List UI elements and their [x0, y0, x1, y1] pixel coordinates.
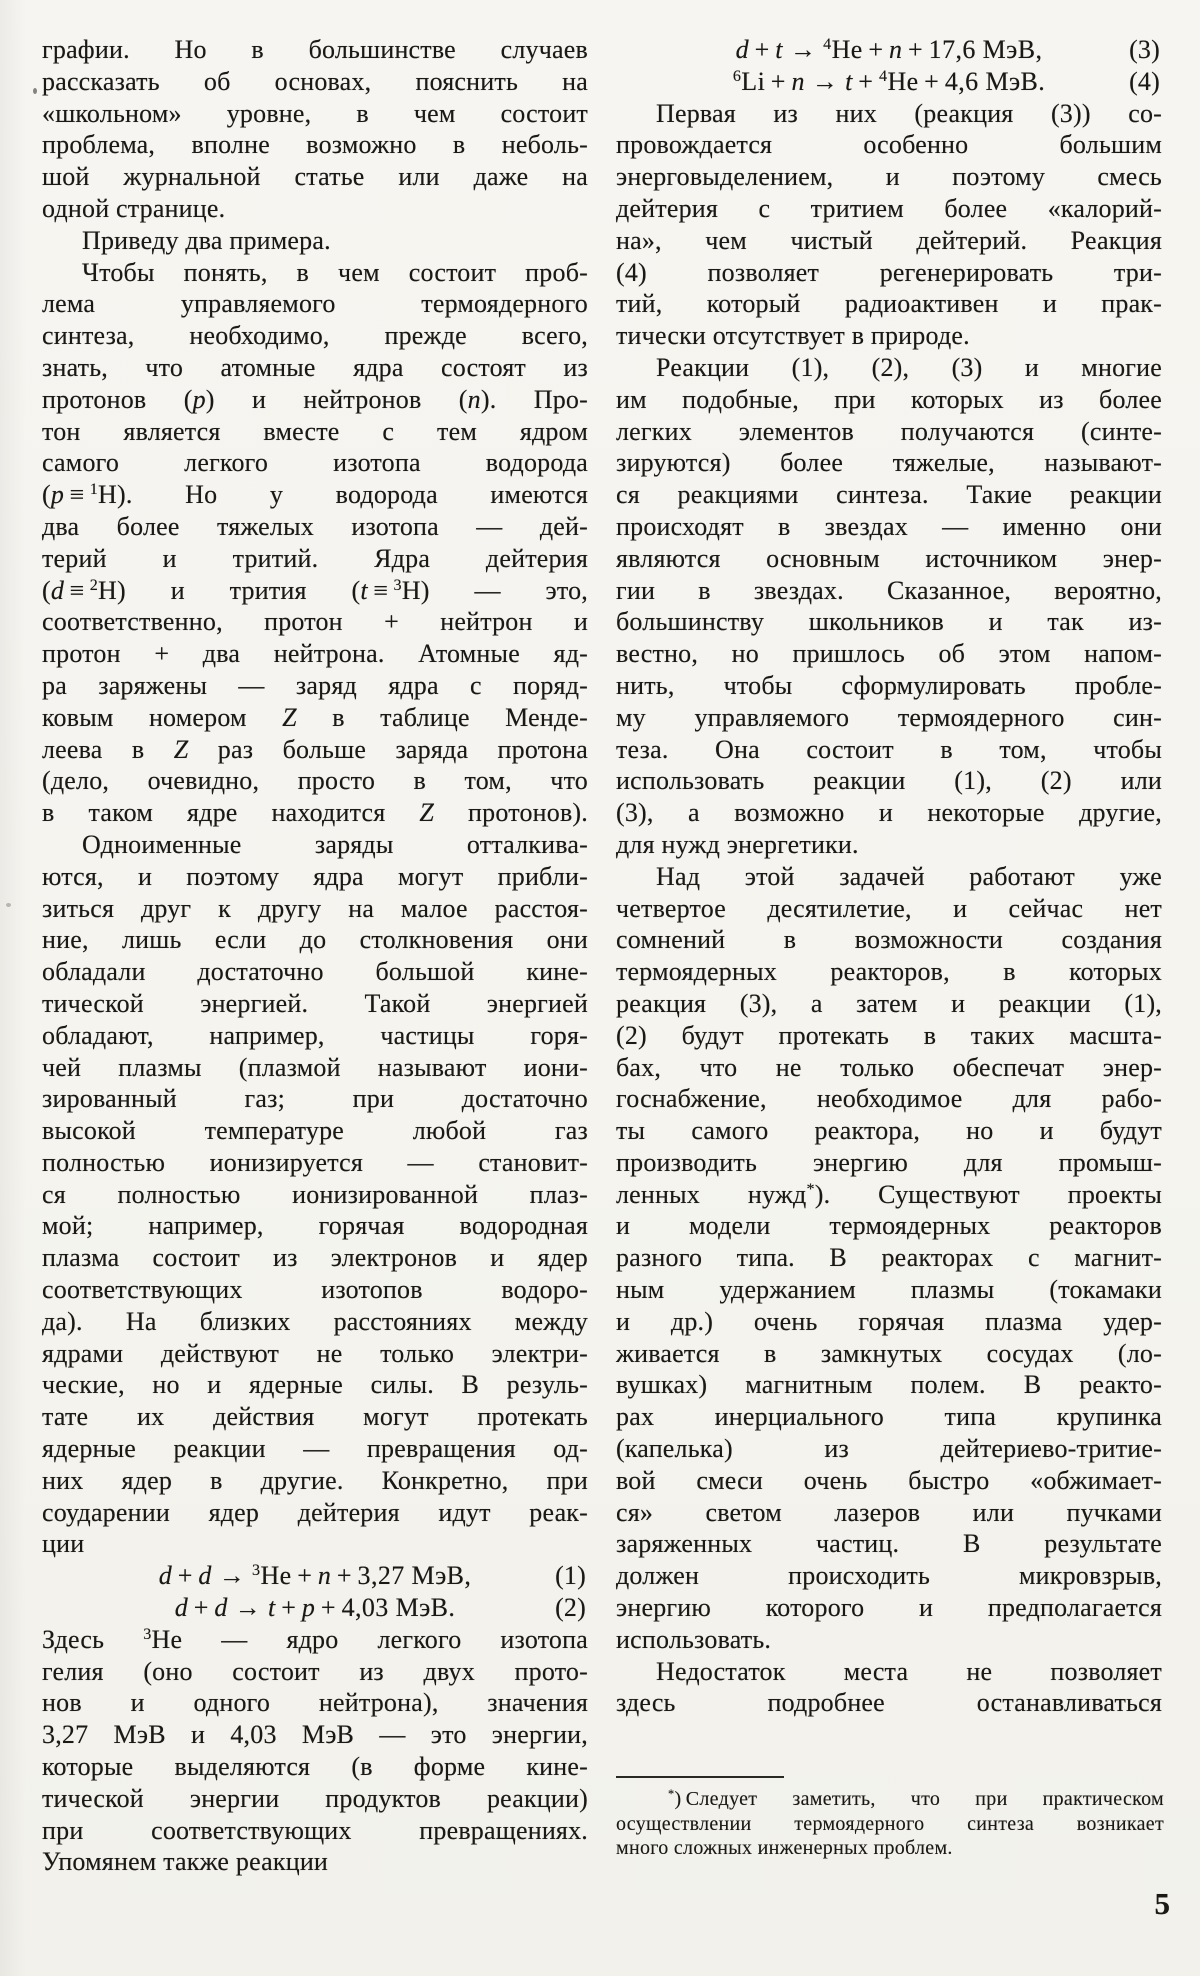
text-line: здесь подробнее останавливаться [616, 1688, 1162, 1718]
text-line: в таком ядре находится Z протонов). [42, 798, 588, 828]
formula-line [616, 66, 1162, 98]
text-line: Приведу два примера. [82, 225, 331, 255]
text-line: ются, и поэтому ядра могут прибли- [42, 861, 588, 891]
text-line: ядерные реакции — превращения од- [42, 1434, 588, 1464]
text-line: плазма состоит из электронов и ядер [42, 1243, 588, 1273]
text-line: вестно, но пришлось об этом напом- [616, 639, 1162, 669]
equation-number: (2) [555, 1593, 586, 1623]
text-line: ние, лишь если до столкновения они [42, 925, 588, 955]
text-line: ядрами действуют не только электри- [42, 1338, 588, 1368]
text-line: зиться друг к другу на малое расстоя- [42, 893, 588, 923]
text-line: (3), а возможно и некоторые другие, [616, 798, 1162, 828]
text-line: них ядер в другие. Конкретно, при [42, 1465, 588, 1495]
text-line: энергию которого и предполагается [616, 1593, 1162, 1623]
text-line: которые выделяются (в форме кине- [42, 1752, 588, 1782]
right-column [616, 34, 1162, 1719]
text-line: Первая из них (реакция (3)) со- [656, 98, 1162, 128]
text-line: заряженных частиц. В результате [616, 1529, 1162, 1559]
text-line: самого легкого изотопа водорода [42, 448, 588, 478]
text-line: нов и одного нейтрона), значения [42, 1688, 588, 1718]
text-line: тон является вместе с тем ядром [42, 416, 588, 446]
text-line: им подобные, при которых из более [616, 384, 1162, 414]
text-line: Одноименные заряды отталкива- [82, 829, 588, 859]
equation: d + t → $^4$He + n + 17,6 МэВ, [735, 35, 1043, 64]
text-line: ся реакциями синтеза. Такие реакции [616, 480, 1162, 510]
text-line: для нужд энергетики. [616, 829, 859, 859]
text-line: реакция (3), а затем и реакции (1), [616, 988, 1162, 1018]
text-line: Чтобы понять, в чем состоит проб- [82, 257, 588, 287]
left-column [42, 34, 588, 1878]
equation-number: (1) [555, 1561, 586, 1591]
text-line: дейтерия с тритием более «калорий- [616, 193, 1162, 223]
text-line: бах, что не только обеспечат энер- [616, 1052, 1162, 1082]
text-line: должен происходить микровзрыв, [616, 1561, 1162, 1591]
text-line: рах инерциального типа крупинка [616, 1402, 1162, 1432]
text-line: тической энергии продуктов реакции) [42, 1783, 588, 1813]
text-line: при соответствующих превращениях. [42, 1815, 588, 1845]
text-line: му управляемого термоядерного син- [616, 702, 1162, 732]
text-line: 3,27 МэВ и 4,03 МэВ — это энергии, [42, 1720, 588, 1750]
text-line: термоядерных реакторов, в которых [616, 957, 1162, 987]
page-number: 5 [1154, 1886, 1170, 1921]
text-line: гелия (оно состоит из двух прото- [42, 1656, 588, 1686]
text-line: *) Следует заметить, что при практическом [668, 1787, 1164, 1810]
text-line: ленных нужд*). Существуют проекты [616, 1179, 1162, 1209]
text-line: графии. Но в большинстве случаев [42, 35, 588, 64]
equation-number: (4) [1129, 66, 1160, 96]
text-line: ковым номером Z в таблице Менде- [42, 702, 588, 732]
text-line: ты самого реактора, но и будут [616, 1116, 1162, 1146]
formula-line [616, 34, 1162, 66]
text-line: гии в звездах. Сказанное, вероятно, [616, 575, 1162, 605]
equation: d + d → $^3$He + n + 3,27 МэВ, [158, 1561, 472, 1591]
formula-line [42, 1560, 588, 1592]
footnote-text [616, 1787, 1164, 1861]
text-line: ся» светом лазеров или пучками [616, 1497, 1162, 1527]
text-line: сомнений в возможности создания [616, 925, 1162, 955]
text-line: Недостаток места не позволяет [656, 1656, 1162, 1686]
text-line: разного типа. В реакторах с магнит- [616, 1243, 1162, 1273]
text-line: ческие, но и ядерные силы. В резуль- [42, 1370, 588, 1400]
text-line: леева в Z раз больше заряда протона [42, 734, 589, 764]
text-line: одной странице. [42, 193, 226, 223]
text-line: (d ≡ $^2$H) и трития (t ≡ $^3$H) — это, [42, 575, 589, 605]
footnote [616, 1776, 1164, 1861]
text-line: (p ≡ $^1$H). Но у водорода имеются [42, 480, 588, 510]
text-line: зированный газ; при достаточно [42, 1084, 588, 1114]
text-line: вой смеси очень быстро «обжимает- [616, 1465, 1162, 1495]
text-line: обладают, например, частицы горя- [42, 1020, 588, 1050]
text-line: Реакции (1), (2), (3) и многие [656, 352, 1162, 382]
text-line: использовать реакции (1), (2) или [616, 766, 1162, 796]
text-line: «школьном» уровне, в чем состоит [42, 98, 588, 128]
equation: $^6$Li + n → t + $^4$He + 4,6 МэВ. [732, 66, 1046, 96]
text-line: терий и тритий. Ядра дейтерия [42, 543, 588, 573]
text-line: (4) позволяет регенерировать три- [616, 257, 1162, 287]
text-line: шой журнальной статье или даже на [42, 162, 588, 192]
equation-number: (3) [1129, 35, 1160, 64]
footnote-rule [616, 1776, 784, 1778]
text-line: осуществлении термоядерного синтеза возникает [616, 1812, 1164, 1835]
text-line: протон + два нейтрона. Атомные яд- [42, 639, 588, 669]
text-line: вушках) магнитным полем. В реакто- [616, 1370, 1162, 1400]
text-line: госнабжение, необходимое для рабо- [616, 1084, 1162, 1114]
equation: d + d → t + p + 4,03 МэВ. [174, 1593, 456, 1623]
text-line: происходят в звездах — именно они [616, 511, 1162, 541]
text-line: соответствующих изотопов водоро- [42, 1275, 588, 1305]
text-line: использовать. [616, 1624, 772, 1654]
text-line: ра заряжены — заряд ядра с поряд- [42, 670, 588, 700]
text-line: ным удержанием плазмы (токамаки [616, 1275, 1162, 1305]
text-line: протонов (p) и нейтронов (n). Про- [42, 384, 588, 414]
text-line: тической энергией. Такой энергией [42, 988, 588, 1018]
text-line: тически отсутствует в природе. [616, 321, 970, 351]
text-line: два более тяжелых изотопа — дей- [42, 511, 588, 541]
text-line: производить энергию для промыш- [616, 1147, 1162, 1177]
text-line: Над этой задачей работают уже [656, 861, 1162, 891]
text-line: (дело, очевидно, просто в том, что [42, 766, 588, 796]
text-line: (капелька) из дейтериево-тритие- [616, 1434, 1162, 1464]
text-line: лема управляемого термоядерного [42, 289, 588, 319]
text-line: соответственно, протон + нейтрон и [42, 607, 588, 637]
text-line: соударении ядер дейтерия идут реак- [42, 1497, 588, 1527]
text-line: Здесь $^3$He — ядро легкого изотопа [42, 1624, 588, 1654]
text-line: провождается особенно большим [616, 130, 1162, 160]
text-line: и модели термоядерных реакторов [616, 1211, 1162, 1241]
text-line: теза. Она состоит в том, чтобы [616, 734, 1162, 764]
text-line: зируются) более тяжелые, называют- [616, 448, 1162, 478]
text-line: высокой температуре любой газ [42, 1116, 588, 1146]
text-line: (2) будут протекать в таких масшта- [616, 1020, 1162, 1050]
text-line: много сложных инженерных проблем. [616, 1837, 953, 1860]
text-line: рассказать об основах, пояснить на [42, 66, 588, 96]
formula-line [42, 1592, 588, 1624]
text-line: проблема, вполне возможно в неболь- [42, 130, 588, 160]
text-line: четвертое десятилетие, и сейчас нет [616, 893, 1162, 923]
text-line: мой; например, горячая водородная [42, 1211, 588, 1241]
text-line: тий, который радиоактивен и прак- [616, 289, 1162, 319]
scan-speck [33, 88, 37, 94]
text-line: нить, чтобы сформулировать пробле- [616, 670, 1162, 700]
text-line: синтеза, необходимо, прежде всего, [42, 321, 588, 351]
text-line: чей плазмы (плазмой называют иони- [42, 1052, 588, 1082]
text-line: легких элементов получаются (синте- [616, 416, 1162, 446]
text-line: знать, что атомные ядра состоят из [42, 352, 588, 382]
text-line: на», чем чистый дейтерий. Реакция [616, 225, 1162, 255]
text-line: Упомянем также реакции [42, 1847, 329, 1877]
text-line: являются основным источником энер- [616, 543, 1162, 573]
text-line: тате их действия могут протекать [42, 1402, 588, 1432]
scan-speck [6, 903, 11, 907]
text-line: да). На близких расстояниях между [42, 1306, 588, 1336]
text-line: полностью ионизируется — становит- [42, 1147, 588, 1177]
text-line: живается в замкнутых сосудах (ло- [616, 1338, 1162, 1368]
text-line: и др.) очень горячая плазма удер- [616, 1306, 1162, 1336]
text-line: большинству школьников и так из- [616, 607, 1162, 637]
text-line: энерговыделением, и поэтому смесь [616, 162, 1162, 192]
text-line: ся полностью ионизированной плаз- [42, 1179, 588, 1209]
text-line: обладали достаточно большой кине- [42, 957, 588, 987]
text-line: ции [42, 1529, 85, 1559]
